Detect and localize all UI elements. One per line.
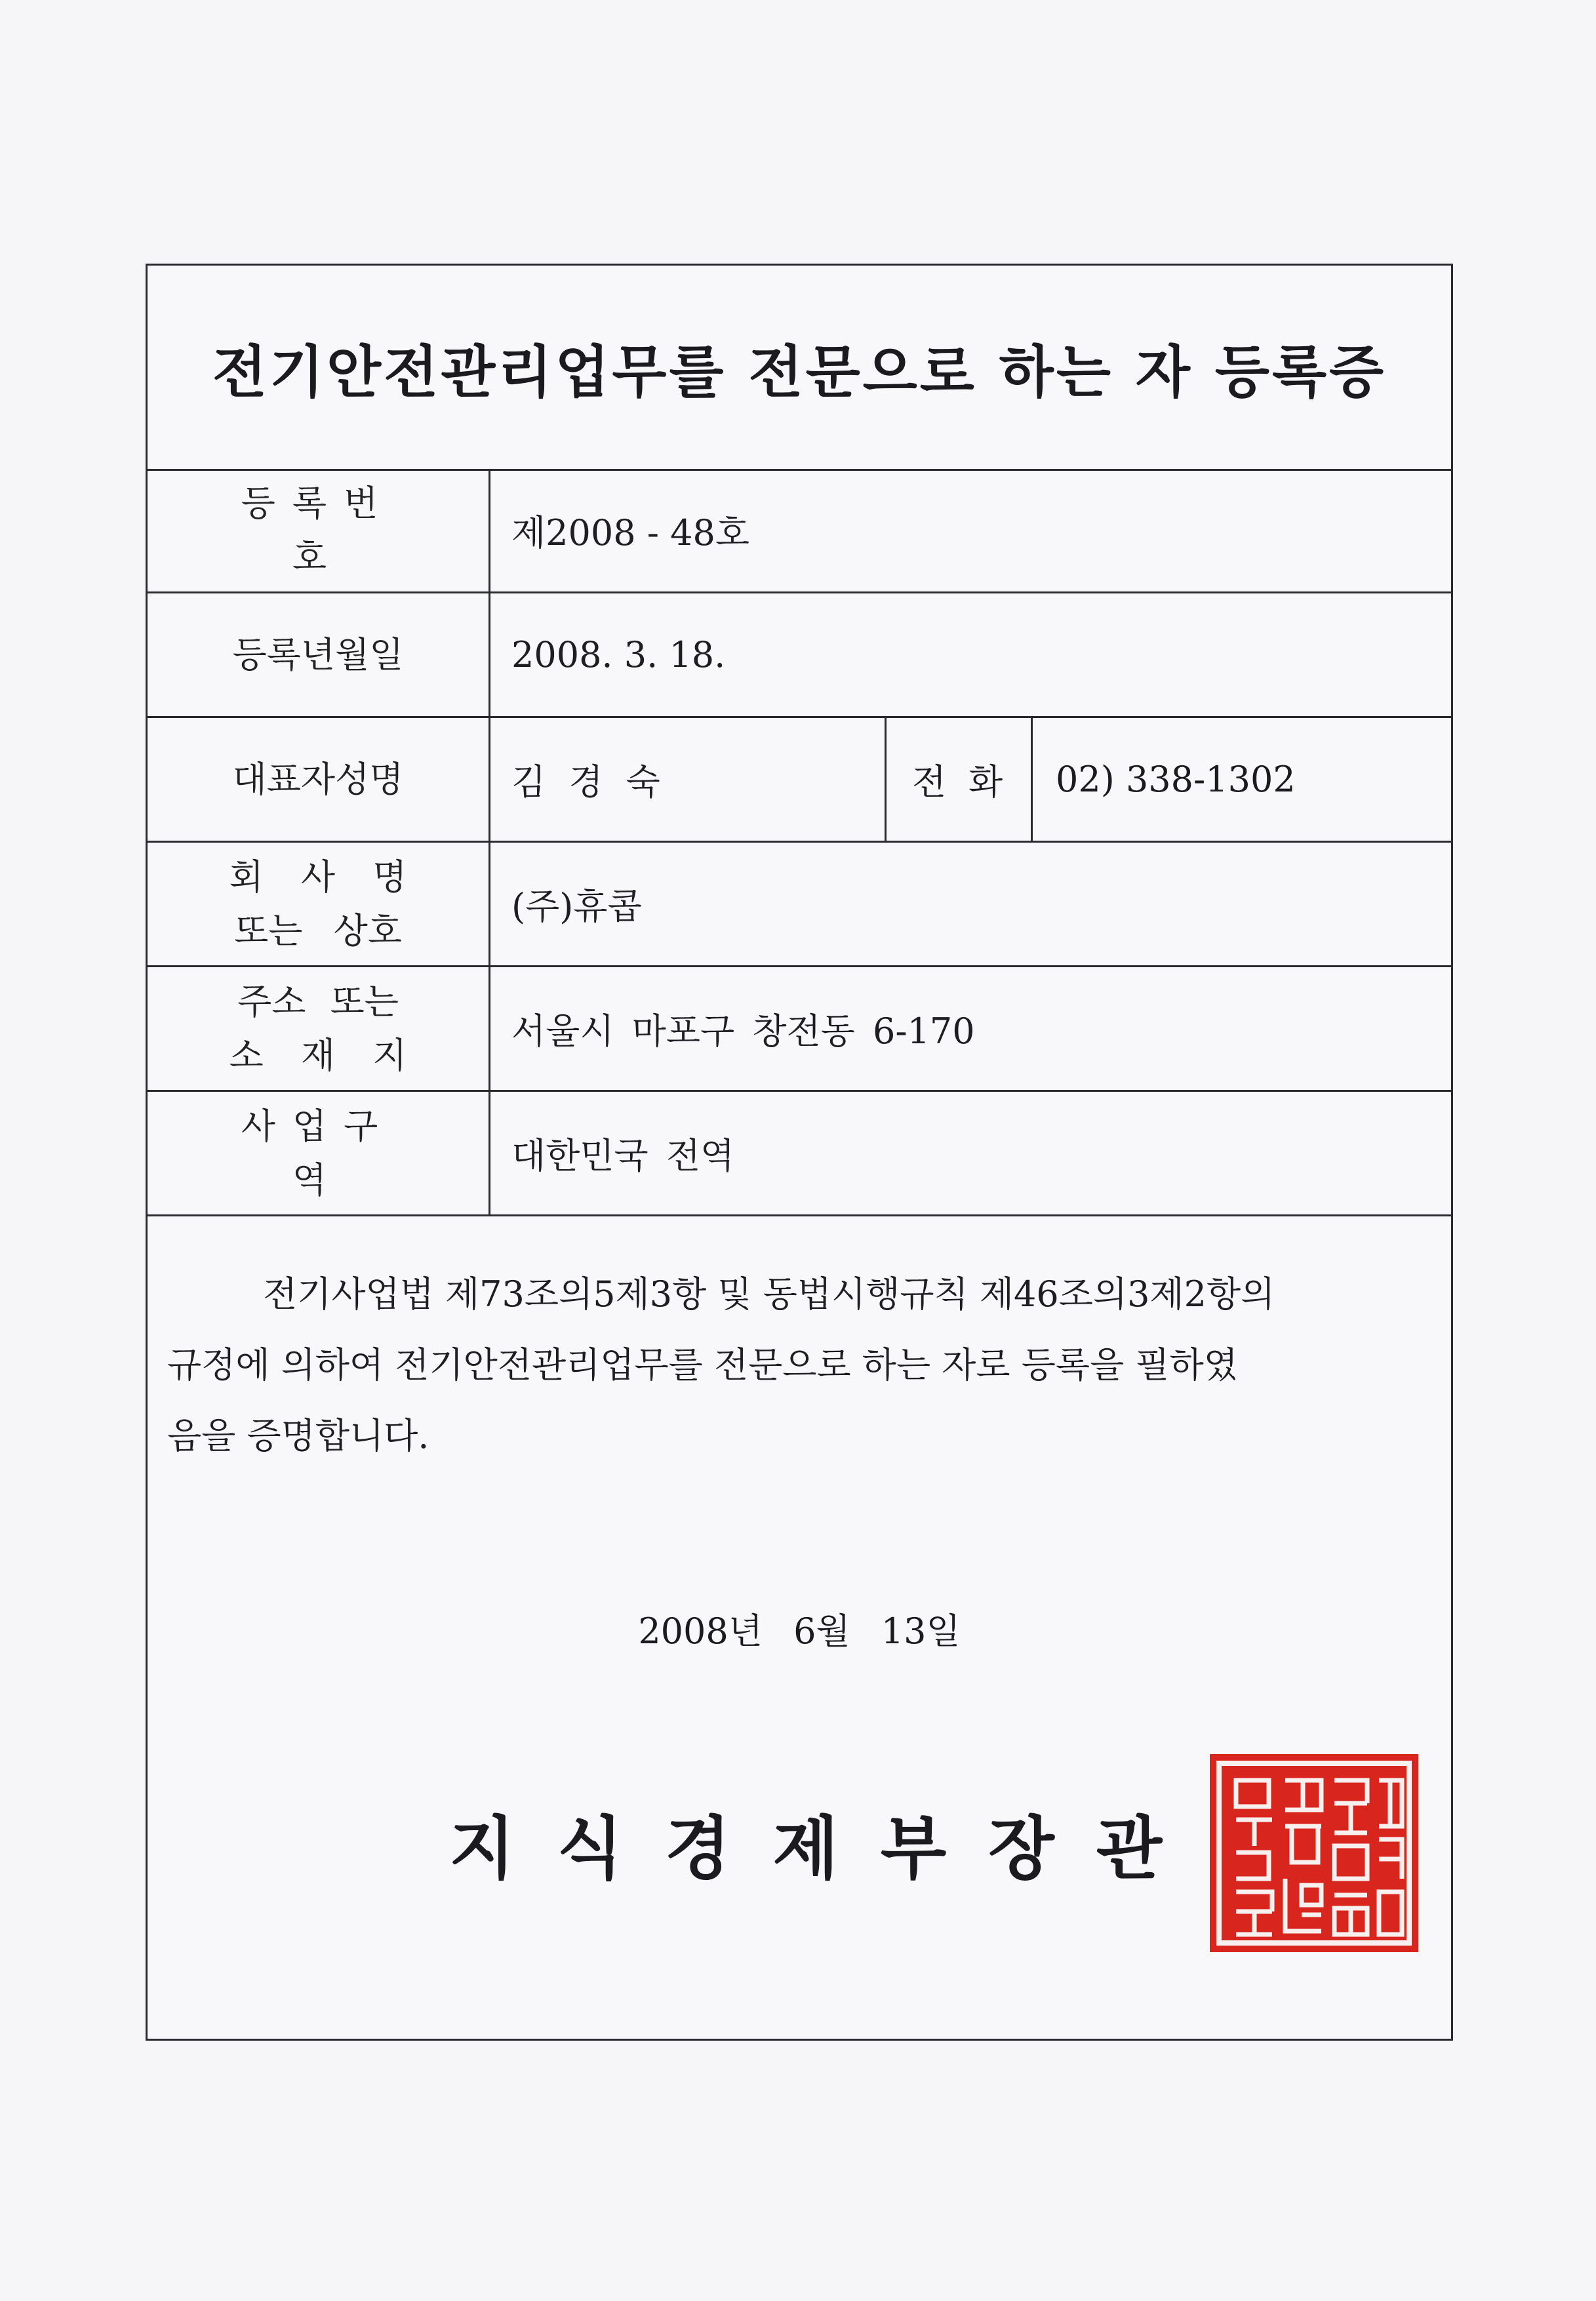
row-representative (148, 718, 1451, 843)
label-cell (148, 967, 490, 1090)
row-registration-number (148, 469, 1451, 593)
phone-value: 02) 338-1302 (1056, 759, 1296, 800)
label-cell (148, 718, 490, 841)
address-label-line2: 소 재 지 (229, 1034, 407, 1076)
label-cell (148, 1092, 490, 1214)
registration-number-value: 제2008 - 48호 (511, 512, 750, 553)
registration-date-label: 등록년월일 (232, 633, 404, 675)
statement-line: 전기사업법 제73조의5제3항 및 동법시행규칙 제46조의3제2항의 (263, 1273, 1275, 1315)
registration-number-label: 등록번호 (241, 482, 395, 578)
row-registration-date (148, 593, 1451, 718)
address-value: 서울시 마포구 창전동 6-170 (511, 1010, 975, 1052)
label-cell (148, 593, 490, 716)
official-seal-icon (1210, 1754, 1418, 1952)
issue-date: 2008년 6월 13일 (638, 1611, 961, 1652)
company-value: (주)휴콥 (511, 886, 642, 927)
representative-label: 대표자성명 (232, 758, 404, 800)
business-area-label: 사업구역 (241, 1105, 395, 1201)
statement-line: 음을 증명합니다. (167, 1415, 429, 1456)
title-row (148, 266, 1451, 471)
certificate-statement (167, 1259, 1433, 1471)
row-company (148, 843, 1451, 967)
phone-label: 전화 (885, 718, 1033, 841)
certificate-frame (146, 264, 1453, 2041)
label-cell (148, 843, 490, 965)
row-business-area (148, 1092, 1451, 1216)
representative-value: 김 경 숙 (511, 761, 660, 803)
certificate-title: 전기안전관리업무를 전문으로 하는 자 등록증 (212, 340, 1387, 405)
address-label-line1: 주소 또는 (237, 980, 399, 1022)
label-cell (148, 469, 490, 591)
company-label-line2: 또는 상호 (234, 910, 402, 951)
row-address (148, 967, 1451, 1092)
issuing-authority: 지식경제부장관 (449, 1809, 1205, 1889)
statement-line: 규정에 의하여 전기안전관리업무를 전문으로 하는 자로 등록을 필하였 (167, 1344, 1238, 1386)
company-label-line1: 회 사 명 (229, 856, 407, 898)
registration-date-value: 2008. 3. 18. (511, 634, 726, 675)
business-area-value: 대한민국 전역 (511, 1135, 735, 1176)
